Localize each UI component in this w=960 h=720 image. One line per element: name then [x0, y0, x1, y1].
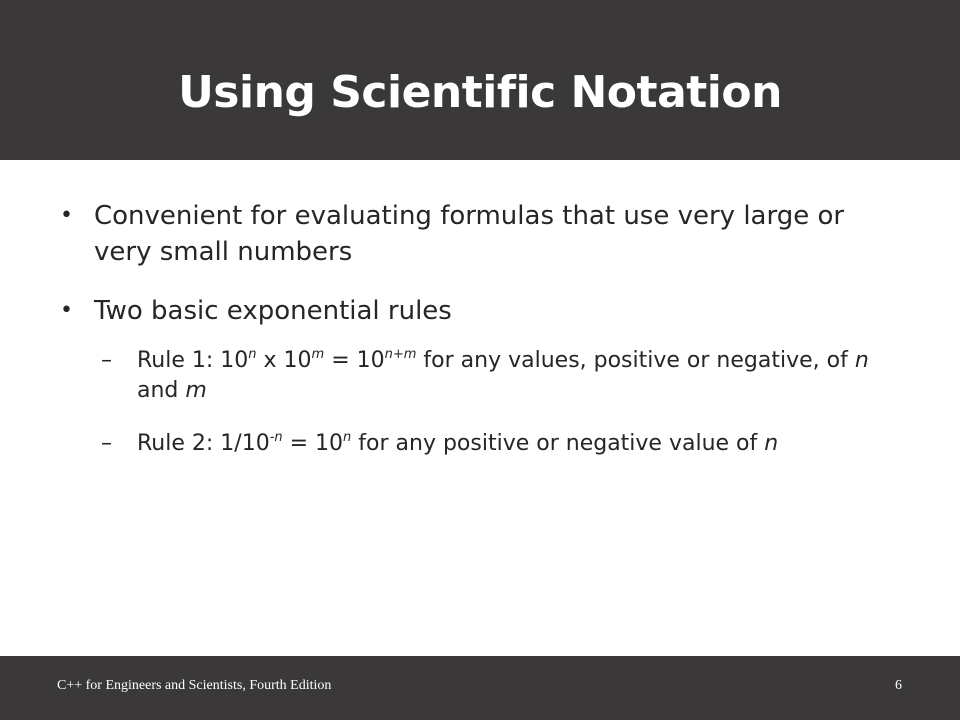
rule-1-times: x 10 — [256, 348, 312, 373]
rule-1-and: and — [137, 378, 186, 403]
rule-1-equals: = 10 — [324, 348, 385, 373]
rule-1-var-m: m — [185, 378, 207, 403]
rule-2-var-n: n — [764, 431, 779, 456]
footer-book-title: C++ for Engineers and Scientists, Fourth Edition — [57, 678, 332, 693]
title-bar — [0, 0, 960, 160]
rule-2-description: for any positive or negative value of — [351, 431, 765, 456]
rule-2-exp-n: n — [343, 430, 352, 445]
rule-1-var-n: n — [854, 348, 869, 373]
bullet-item — [60, 198, 894, 270]
footer-bar — [0, 656, 960, 720]
sub-bullet-rule-2 — [101, 429, 897, 459]
bullet-text: Two basic exponential rules — [94, 296, 452, 326]
rule-1-exp-sum: n+m — [384, 347, 417, 362]
rule-2-exp-neg-n: -n — [269, 430, 283, 445]
sub-bullet-rule-1 — [101, 346, 897, 406]
bullet-icon: • — [60, 203, 73, 228]
slide-content — [0, 160, 960, 656]
bullet-item — [60, 293, 894, 329]
slide-title: Using Scientific Notation — [178, 66, 782, 118]
rule-1-description: for any values, positive or negative, of — [416, 348, 855, 373]
rule-2-equals: = 10 — [282, 431, 344, 456]
page-number: 6 — [895, 678, 902, 693]
rule-2-prefix: Rule 2: 1/10 — [137, 431, 270, 456]
bullet-text: Convenient for evaluating formulas that use very large or very small numbers — [94, 201, 845, 267]
rule-1-exp-n: n — [248, 347, 257, 362]
dash-icon: – — [101, 348, 112, 373]
rule-1-exp-m: m — [311, 347, 325, 362]
rule-1-prefix: Rule 1: 10 — [137, 348, 249, 373]
dash-icon: – — [101, 431, 112, 456]
bullet-icon: • — [60, 298, 73, 323]
